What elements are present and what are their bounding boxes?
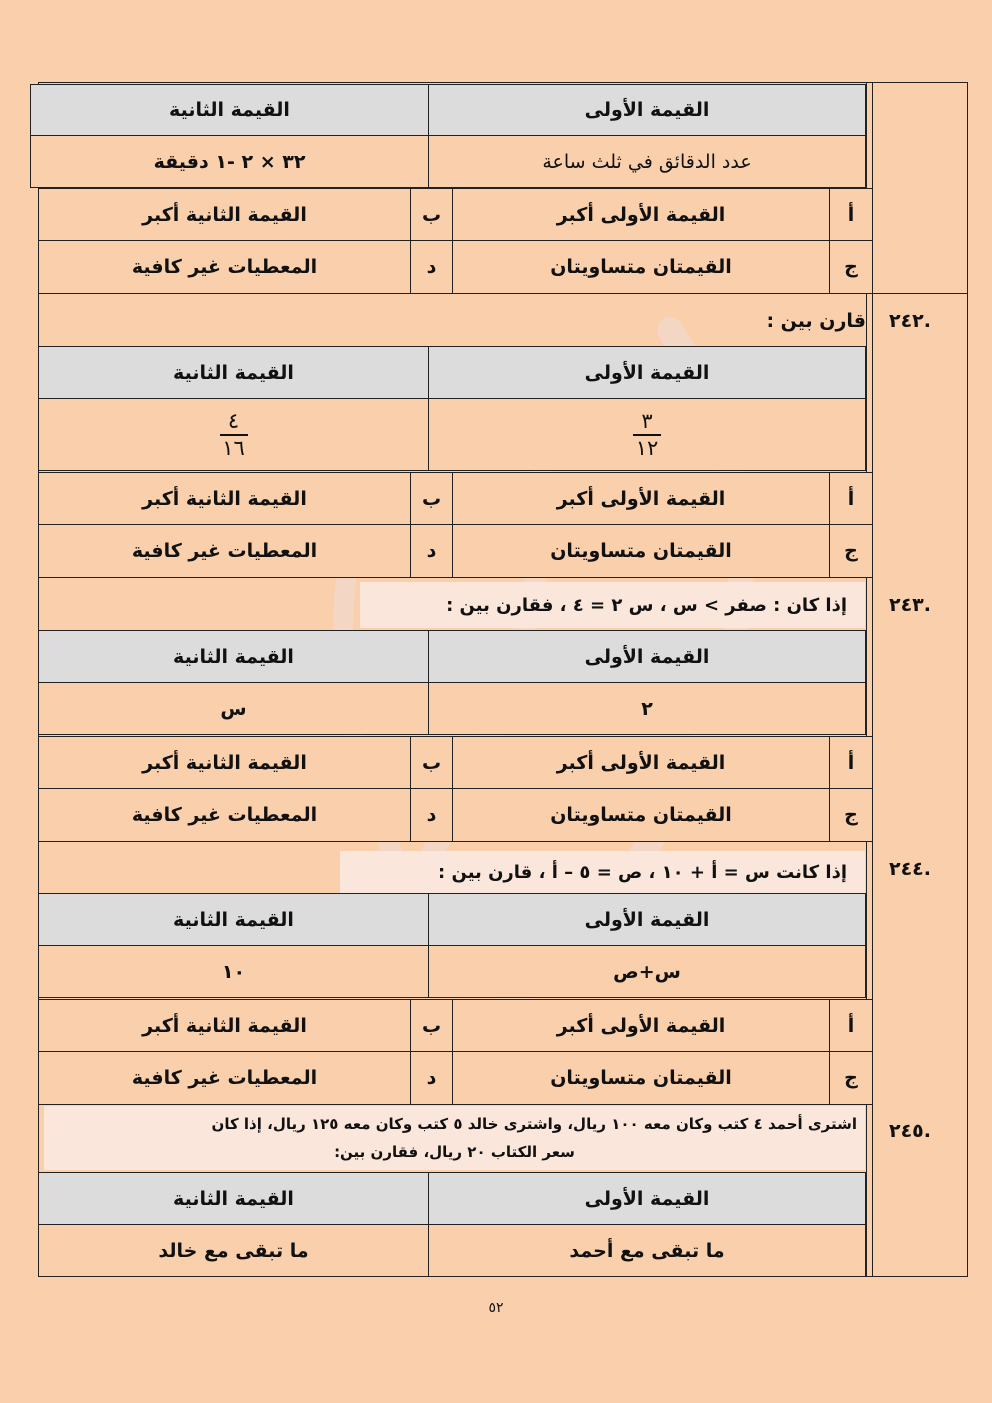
q242-first-numerator: ٣ [641,409,653,434]
q241-choice-b-letter[interactable]: ب [410,188,453,241]
q244-choice-c[interactable]: القيمتان متساويتان [452,1051,830,1105]
q241-choice-c-letter[interactable]: ج [829,240,873,294]
q243-prompt: إذا كان : صفر > س ، س ٢ = ٤ ، فقارن بين : [360,582,865,628]
q245-first-value: ما تبقى مع أحمد [428,1224,866,1277]
q242-second-fraction [220,410,248,458]
q243-choice-d[interactable]: المعطيات غير كافية [38,788,411,842]
q241-choice-b[interactable]: القيمة الثانية أكبر [38,188,411,241]
q245-header-first: القيمة الأولى [428,1172,866,1225]
q245-prompt-line2: سعر الكتاب ٢٠ ريال، فقارن بين: [334,1143,575,1161]
q242-choice-d[interactable]: المعطيات غير كافية [38,524,411,578]
q244-choice-c-letter[interactable]: ج [829,1051,873,1105]
q242-choice-a[interactable]: القيمة الأولى أكبر [452,472,830,525]
q243-header-second: القيمة الثانية [38,630,429,683]
q244-second-value: ١٠ [38,945,429,998]
q241-choice-d[interactable]: المعطيات غير كافية [38,240,411,294]
q241-choice-c[interactable]: القيمتان متساويتان [452,240,830,294]
q242-first-value [428,398,866,471]
q243-choice-a[interactable]: القيمة الأولى أكبر [452,736,830,789]
q243-first-value: ٢ [428,682,866,735]
q242-prompt: قارن بين : [766,310,866,332]
q241-second-value: ٣٢ × ٢ -١ دقيقة [30,135,429,188]
q244-first-value: س+ص [428,945,866,998]
q242-separator [38,293,968,294]
q242-second-numerator: ٤ [227,409,240,434]
q244-number: .٢٤٤ [888,858,931,880]
q245-header-second: القيمة الثانية [38,1172,429,1225]
q242-second-value [38,398,429,471]
q243-choice-c[interactable]: القيمتان متساويتان [452,788,830,842]
q245-prompt [44,1106,865,1170]
q241-choice-d-letter[interactable]: د [410,240,453,294]
q242-number: .٢٤٢ [888,310,931,332]
q241-first-value: عدد الدقائق في ثلث ساعة [428,135,866,188]
q242-choice-d-letter[interactable]: د [410,524,453,578]
q243-choice-a-letter[interactable]: أ [829,736,873,789]
q244-choice-b[interactable]: القيمة الثانية أكبر [38,999,411,1052]
q245-number: .٢٤٥ [888,1120,931,1142]
q243-choice-c-letter[interactable]: ج [829,788,873,842]
q244-prompt: إذا كانت س = أ + ١٠ ، ص = ٥ – أ ، قارن بين : [340,851,865,893]
q245-prompt-line1: اشترى أحمد ٤ كتب وكان معه ١٠٠ ريال، واشترى خالد ٥ كتب وكان معه ١٢٥ ريال، إذا كان [211,1114,857,1133]
q242-choice-b-letter[interactable]: ب [410,472,453,525]
q242-second-denominator: ١٦ [222,435,245,460]
q242-header-first: القيمة الأولى [428,346,866,399]
q242-choice-b[interactable]: القيمة الثانية أكبر [38,472,411,525]
page-number: ٥٢ [488,1300,504,1316]
q241-choice-a[interactable]: القيمة الأولى أكبر [452,188,830,241]
q243-choice-b[interactable]: القيمة الثانية أكبر [38,736,411,789]
q244-header-second: القيمة الثانية [38,893,429,946]
q244-choice-d[interactable]: المعطيات غير كافية [38,1051,411,1105]
q244-choice-a-letter[interactable]: أ [829,999,873,1052]
q244-choice-d-letter[interactable]: د [410,1051,453,1105]
q242-choice-c[interactable]: القيمتان متساويتان [452,524,830,578]
q244-header-first: القيمة الأولى [428,893,866,946]
q241-header-second: القيمة الثانية [30,84,429,136]
q242-first-denominator: ١٢ [635,435,659,460]
q244-choice-a[interactable]: القيمة الأولى أكبر [452,999,830,1052]
q242-choice-a-letter[interactable]: أ [829,472,873,525]
q241-choice-a-letter[interactable]: أ [829,188,873,241]
q243-number: .٢٤٣ [888,594,931,616]
q245-second-value: ما تبقى مع خالد [38,1224,429,1277]
q242-first-fraction [633,410,661,458]
q243-choice-b-letter[interactable]: ب [410,736,453,789]
q242-choice-c-letter[interactable]: ج [829,524,873,578]
q243-second-value: س [38,682,429,735]
q241-header-first: القيمة الأولى [428,84,866,136]
q243-choice-d-letter[interactable]: د [410,788,453,842]
q243-header-first: القيمة الأولى [428,630,866,683]
q242-header-second: القيمة الثانية [38,346,429,399]
q244-choice-b-letter[interactable]: ب [410,999,453,1052]
